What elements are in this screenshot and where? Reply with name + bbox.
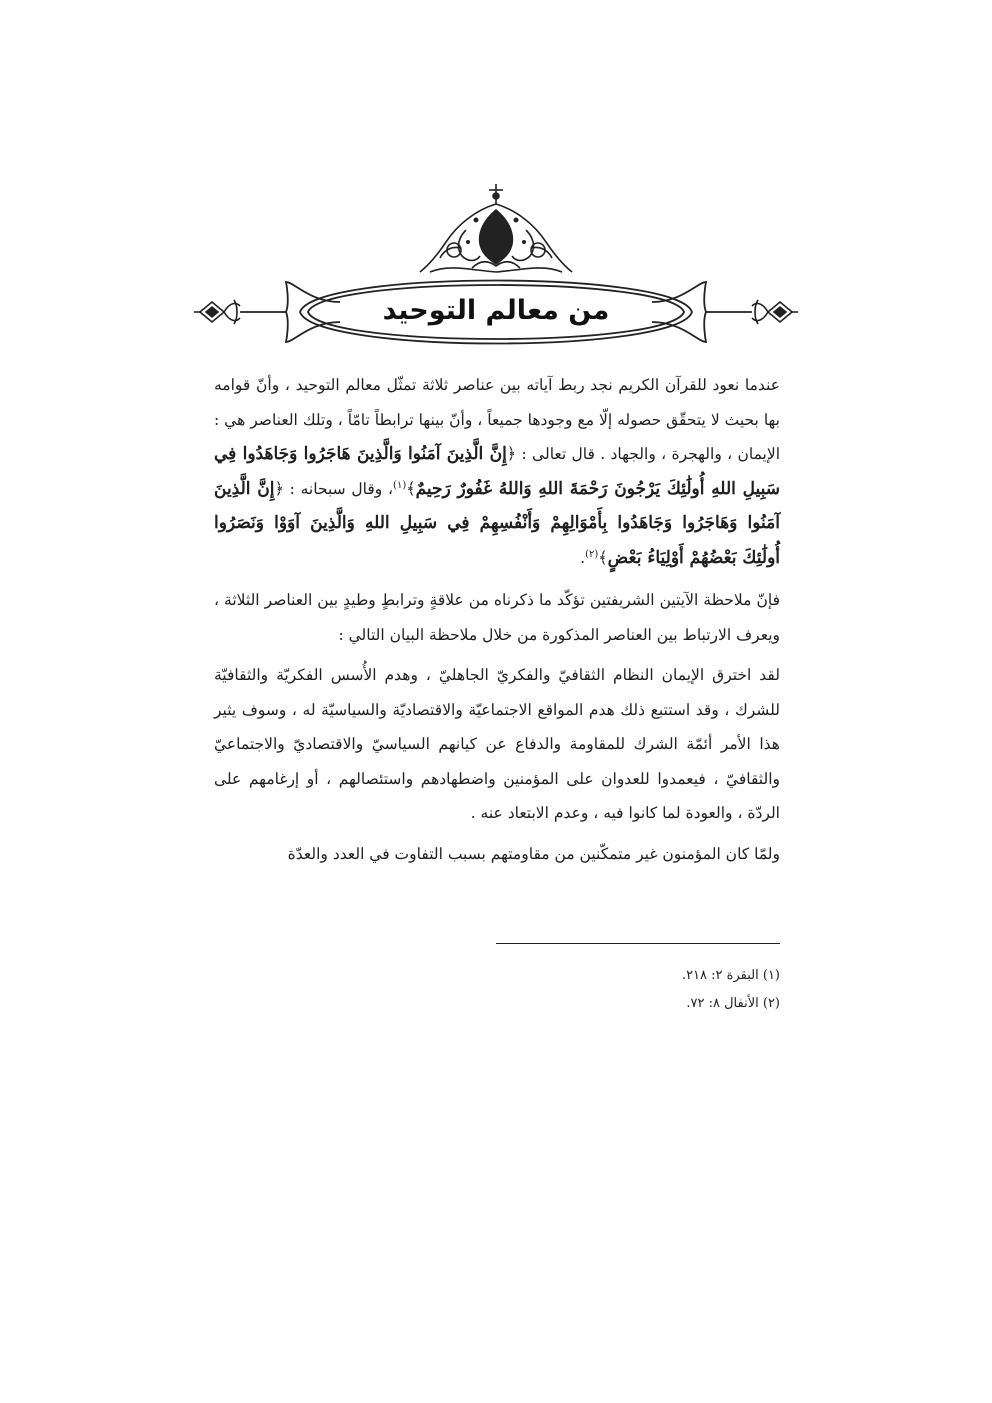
paragraph-1-middle: ، وقال سبحانه : [283,479,394,498]
paragraph-4: ولمّا كان المؤمنون غير متمكّنين من مقاومتهم بسبب التفاوت في العدد والعدّة [287,844,780,863]
footnote-1: (١) البقرة ٢: ٢١٨. [681,968,780,983]
verse-open-bracket: ﴿ [506,444,517,463]
quran-verse-1: إِنَّ الَّذِينَ آمَنُوا وَالَّذِينَ هَاجَرُوا وَجَاهَدُوا فِي سَبِيلِ اللهِ أُولَٰئِكَ يَرْجُونَ رَحْمَةَ اللهِ وَاللهُ غَفُورٌ رَحِيمٌ [214,444,780,499]
paragraph-1-end: . [580,548,586,567]
paragraph-1-intro: عندما نعود للقرآن الكريم نجد ربط آياته بين عناصر ثلاثة تمثّل معالم التوحيد ، وأنّ قوامه بها بحيث لا يتحقّق حصوله إلّا مع وجودها جميعاً ، وأنّ بينها ترابطاً تامّاً ، وتلك العناصر هي : الإيمان ، والهجرة ، والجهاد . قال تعالى : [214,376,781,463]
flourish-icon [752,300,798,324]
footnote-separator [496,943,780,944]
footnote-ref-2[interactable]: (٢) [585,548,599,560]
verse-close-bracket-2: ﴾ [598,547,608,567]
footnotes [496,962,780,1018]
paragraph-1 [214,368,780,575]
quran-verse-2: إِنَّ الَّذِينَ آمَنُوا وَهَاجَرُوا وَجَاهَدُوا بِأَمْوَالِهِمْ وَأَنْفُسِهِمْ فِي سَبِيلِ اللهِ وَالَّذِينَ آوَوْا وَنَصَرُوا أُولَٰئِكَ بَعْضُهُمْ أَوْلِيَاءُ بَعْضٍ [214,478,780,568]
paragraph-2: فإنّ ملاحظة الآيتين الشريفتين تؤكّد ما ذكرناه من علاقةٍ وترابطٍ وطيدٍ بين العناصر الثلاثة ، ويعرف الارتباط بين العناصر المذكورة من خلال ملاحظة البيان التالي : [214,591,780,644]
paragraph-3: لقد اخترق الإيمان النظام الثقافيّ والفكريّ الجاهليّ ، وهدم الأُسس الفكريّة والثقافيّة للشرك ، وقد استتبع ذلك هدم المواقع الاجتماعيّة والاقتصاديّة والسياسيّة له ، وسوف يثير هذا الأمر أئمّة الشرك للمقاومة والدفاع عن كيانهم السياسيّ والاقتصاديّ والاجتماعيّ والثقافيّ ، فيعمدوا للعدوان على المؤمنين واضطهادهم واستئصالهم ، أو إرغامهم على الردّة ، والعودة لما كانوا فيه ، وعدم الابتعاد عنه . [214,666,780,822]
footnote-ref-1[interactable]: (١) [393,479,407,491]
verse-open-bracket-2: ﴿ [274,478,284,498]
footnote-2: (٢) الأنفال ٨: ٧٢. [686,996,780,1011]
verse-close-bracket: ﴾ [406,478,416,498]
chapter-title: من معالم التوحيد [382,295,610,326]
body-text [214,368,780,877]
flourish-icon [194,300,240,324]
